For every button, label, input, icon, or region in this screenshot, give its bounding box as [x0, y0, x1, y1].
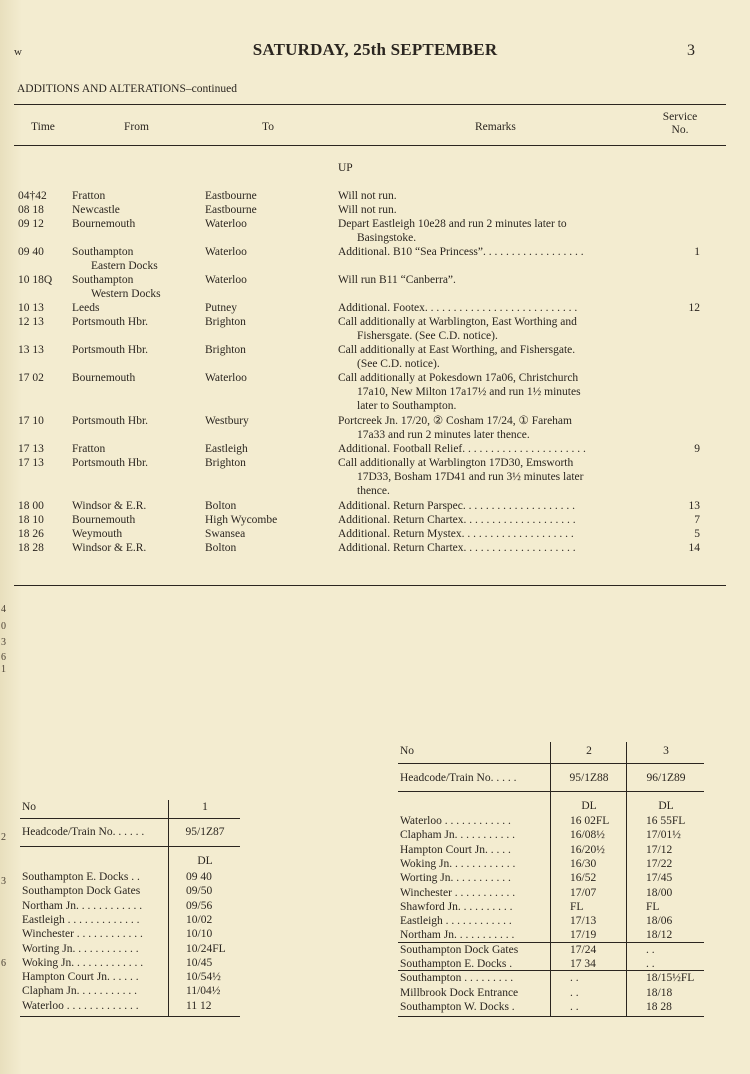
right-stop-station: Southampton Dock Gates — [400, 943, 519, 956]
row-to: Swansea — [205, 528, 246, 540]
col-from-header: From — [124, 121, 149, 133]
row-service-no: 9 — [694, 443, 700, 455]
left-margin-mark: w — [14, 46, 22, 58]
right-stop-time-2: . . — [570, 1000, 579, 1013]
row-time: 09 12 — [18, 218, 44, 230]
row-service-no: 5 — [694, 528, 700, 540]
row-remarks: Will run B11 “Canberra”. — [338, 274, 456, 286]
right-stop-time-2: 17/19 — [570, 929, 597, 942]
row-remarks: Additional. Return Chartex. . . . . . . . . . . . . . . . . . . . — [338, 514, 576, 526]
direction-label: UP — [338, 162, 353, 174]
row-to: Brighton — [205, 344, 246, 356]
left-table-headcode-label: Headcode/Train No. . . . . . — [22, 826, 145, 838]
right-stop-time-3: 17/01½ — [646, 829, 681, 842]
row-time: 08 18 — [18, 204, 44, 216]
margin-mark: 1 — [1, 664, 6, 675]
row-from: Fratton — [72, 443, 106, 455]
page-title: SATURDAY, 25th SEPTEMBER — [252, 40, 498, 59]
row-remarks: Basingstoke. — [357, 232, 417, 244]
row-remarks: Will not run. — [338, 190, 397, 202]
row-remarks: Portcreek Jn. 17/20, ② Cosham 17/24, ① Fareham — [338, 415, 572, 427]
row-time: 17 13 — [18, 457, 44, 469]
row-remarks: Will not run. — [338, 204, 397, 216]
margin-mark: 6 — [1, 958, 6, 969]
right-table-divider-2 — [626, 742, 627, 1016]
left-stop-station: Northam Jn. . . . . . . . . . . . — [22, 899, 143, 912]
row-remarks: later to Southampton. — [357, 400, 457, 412]
right-table-code-3: DL — [658, 800, 674, 812]
row-to: Westbury — [205, 415, 249, 427]
right-table-headcode-3: 96/1Z89 — [646, 772, 686, 784]
row-from: Leeds — [72, 302, 100, 314]
col-remarks-header: Remarks — [475, 121, 516, 133]
right-stop-station: Woking Jn. . . . . . . . . . . . — [400, 857, 516, 870]
row-to: Eastbourne — [205, 204, 257, 216]
row-to: High Wycombe — [205, 514, 278, 526]
row-service-no: 12 — [688, 302, 700, 314]
right-stop-time-2: 17/07 — [570, 886, 597, 899]
right-stop-station: Worting Jn. . . . . . . . . . . — [400, 872, 511, 885]
row-remarks: Fishersgate. (See C.D. notice). — [357, 330, 498, 342]
row-time: 17 13 — [18, 443, 44, 455]
row-time: 10 13 — [18, 302, 44, 314]
header-rule-top — [14, 104, 726, 105]
left-stop-time: 09/56 — [186, 899, 213, 912]
left-table-no-label: No — [22, 801, 37, 813]
right-stop-time-3: 18/18 — [646, 986, 673, 999]
right-stop-time-2: 16/30 — [570, 857, 597, 870]
left-stop-time: 10/45 — [186, 956, 213, 969]
right-stop-time-2: FL — [570, 900, 584, 913]
row-remarks: Additional. Return Chartex. . . . . . . . . . . . . . . . . . . . — [338, 542, 576, 554]
left-stop-time: 09 40 — [186, 871, 212, 883]
page-number: 3 — [687, 42, 695, 59]
row-to: Bolton — [205, 500, 237, 512]
row-remarks: 17D33, Bosham 17D41 and run 3½ minutes later — [357, 471, 584, 483]
row-time: 13 13 — [18, 344, 44, 356]
row-from: Windsor & E.R. — [72, 500, 147, 512]
left-stop-time: 10/02 — [186, 913, 213, 926]
right-table-rule-2 — [398, 791, 704, 792]
right-stop-station: Eastleigh . . . . . . . . . . . . — [400, 915, 512, 928]
right-stop-time-2: . . — [570, 972, 579, 985]
right-stop-station: Hampton Court Jn. . . . . — [400, 843, 511, 856]
left-table-code: DL — [197, 855, 213, 867]
left-table-headcode-value: 95/1Z87 — [185, 826, 225, 838]
right-stop-station: Shawford Jn. . . . . . . . . . — [400, 900, 513, 913]
right-table-no-2: 2 — [586, 745, 592, 757]
right-stop-time-3: 18/15½FL — [646, 972, 695, 985]
row-remarks: 17a10, New Milton 17a17½ and run 1½ minutes — [357, 386, 581, 398]
right-table-headcode-2: 95/1Z88 — [569, 772, 609, 784]
row-time: 09 40 — [18, 246, 44, 258]
row-time: 18 00 — [18, 500, 44, 512]
row-from: Bournemouth — [72, 514, 136, 526]
left-stop-station: Waterloo . . . . . . . . . . . . . — [22, 999, 139, 1012]
row-remarks: Call additionally at Warblington 17D30, Emsworth — [338, 457, 574, 469]
margin-mark: 4 — [1, 604, 6, 615]
right-stop-station: Southampton E. Docks . — [400, 958, 513, 970]
row-time: 04†42 — [18, 190, 47, 202]
row-from: Southampton — [72, 246, 134, 258]
row-to: Bolton — [205, 542, 237, 554]
right-stop-time-3: . . — [646, 958, 655, 970]
left-stop-station: Worting Jn. . . . . . . . . . . . — [22, 942, 139, 955]
right-stop-time-3: FL — [646, 900, 660, 913]
row-from: Southampton — [72, 274, 134, 286]
right-stop-station: Southampton W. Docks . — [400, 1000, 515, 1013]
row-time: 18 28 — [18, 542, 44, 554]
right-stop-station: Millbrook Dock Entrance — [400, 986, 519, 999]
row-to: Brighton — [205, 457, 246, 469]
row-to: Eastbourne — [205, 190, 257, 202]
margin-mark: 0 — [1, 621, 6, 632]
right-table-rule-1 — [398, 763, 704, 764]
col-to-header: To — [262, 121, 274, 133]
left-table-rule-bottom — [20, 1016, 240, 1017]
left-stop-station: Woking Jn. . . . . . . . . . . . . — [22, 956, 144, 969]
left-stop-station: Southampton E. Docks . . — [22, 871, 140, 883]
row-to: Brighton — [205, 316, 246, 328]
row-time: 17 10 — [18, 415, 44, 427]
row-remarks: Additional. B10 “Sea Princess”. . . . . . . . . . . . . . . . . . — [338, 246, 584, 258]
left-stop-time: 10/54½ — [186, 971, 221, 984]
margin-mark: 3 — [1, 637, 6, 648]
row-time: 18 10 — [18, 514, 44, 526]
row-remarks: Call additionally at Warblington, East Worthing and — [338, 316, 577, 328]
right-stop-time-3: 18/06 — [646, 915, 673, 928]
row-remarks: Additional. Football Relief. . . . . . . . . . . . . . . . . . . . . . — [338, 443, 586, 455]
col-time-header: Time — [31, 121, 55, 133]
row-service-no: 13 — [688, 500, 700, 512]
right-stop-time-2: 16/52 — [570, 872, 597, 885]
row-from: Fratton — [72, 190, 106, 202]
left-stop-time: 10/24FL — [186, 942, 226, 955]
right-stop-time-3: 18 28 — [646, 1000, 672, 1013]
right-stop-time-2: 17/24 — [570, 943, 597, 956]
right-stop-time-2: 17 34 — [570, 958, 596, 970]
row-remarks: Additional. Footex. . . . . . . . . . . . . . . . . . . . . . . . . . . — [338, 302, 578, 314]
row-from: Western Docks — [91, 288, 161, 300]
row-service-no: 1 — [694, 246, 700, 258]
left-table-rule-2 — [20, 846, 240, 847]
row-time: 17 02 — [18, 372, 44, 384]
row-remarks: 17a33 and run 2 minutes later thence. — [357, 429, 530, 441]
left-stop-time: 11/04½ — [186, 985, 221, 998]
left-table-divider — [168, 800, 169, 1016]
left-stop-time: 10/10 — [186, 928, 213, 941]
row-to: Putney — [205, 302, 237, 314]
header-rule-bottom — [14, 145, 726, 146]
margin-mark: 2 — [1, 832, 6, 843]
row-from: Portsmouth Hbr. — [72, 457, 149, 469]
row-from: Bournemouth — [72, 218, 136, 230]
row-remarks: (See C.D. notice). — [357, 358, 440, 370]
row-from: Bournemouth — [72, 372, 136, 384]
margin-mark: 6 — [1, 652, 6, 663]
row-time: 18 26 — [18, 528, 44, 540]
row-to: Waterloo — [205, 218, 247, 230]
right-table-headcode-label: Headcode/Train No. . . . . — [400, 772, 517, 784]
left-stop-station: Hampton Court Jn. . . . . . — [22, 971, 139, 984]
right-stop-time-2: 16/08½ — [570, 829, 605, 842]
right-stop-time-2: 16 02FL — [570, 815, 610, 827]
right-stop-time-3: 17/12 — [646, 843, 673, 856]
right-stop-station: Northam Jn. . . . . . . . . . . — [400, 929, 515, 942]
left-table-rule-1 — [20, 818, 240, 819]
row-from: Eastern Docks — [91, 260, 158, 272]
row-remarks: Call additionally at East Worthing, and Fishersgate. — [338, 344, 576, 356]
row-from: Portsmouth Hbr. — [72, 344, 149, 356]
right-table-no-3: 3 — [663, 745, 669, 757]
row-from: Portsmouth Hbr. — [72, 415, 149, 427]
row-to: Waterloo — [205, 246, 247, 258]
right-table-code-2: DL — [581, 800, 597, 812]
left-stop-station: Southampton Dock Gates — [22, 885, 141, 898]
left-stop-time: 11 12 — [186, 999, 212, 1012]
left-stop-station: Winchester . . . . . . . . . . . . — [22, 928, 143, 941]
row-to: Eastleigh — [205, 443, 248, 455]
col-service-header-line2: No. — [671, 124, 689, 136]
right-stop-time-3: 17/22 — [646, 857, 673, 870]
table-end-rule — [14, 585, 726, 586]
row-to: Waterloo — [205, 274, 247, 286]
row-to: Waterloo — [205, 372, 247, 384]
right-stop-time-3: 17/45 — [646, 872, 673, 885]
row-remarks: Additional. Return Parspec. . . . . . . . . . . . . . . . . . . . — [338, 500, 576, 512]
row-from: Weymouth — [72, 528, 123, 540]
row-remarks: Call additionally at Pokesdown 17a06, Christchurch — [338, 372, 579, 384]
right-stop-time-3: . . — [646, 943, 655, 956]
right-stop-time-2: 17/13 — [570, 915, 597, 928]
row-time: 10 18Q — [18, 274, 53, 286]
col-service-header-line1: Service — [662, 111, 698, 123]
row-from: Windsor & E.R. — [72, 542, 147, 554]
row-remarks: Depart Eastleigh 10e28 and run 2 minutes later to — [338, 218, 567, 230]
right-stop-station: Waterloo . . . . . . . . . . . . — [400, 815, 511, 827]
row-service-no: 7 — [694, 514, 700, 526]
right-stop-time-2: 16/20½ — [570, 843, 605, 856]
left-stop-station: Eastleigh . . . . . . . . . . . . . — [22, 913, 140, 926]
row-from: Newcastle — [72, 204, 120, 216]
right-stop-station: Winchester . . . . . . . . . . . — [400, 886, 516, 899]
left-stop-station: Clapham Jn. . . . . . . . . . . — [22, 985, 137, 998]
row-remarks: Additional. Return Mystex. . . . . . . . . . . . . . . . . . . . — [338, 528, 574, 540]
margin-mark: 3 — [1, 876, 6, 887]
right-stop-station: Southampton . . . . . . . . . — [400, 972, 514, 985]
right-stop-time-3: 16 55FL — [646, 815, 686, 827]
right-stop-time-2: . . — [570, 986, 579, 999]
left-stop-time: 09/50 — [186, 885, 213, 898]
row-service-no: 14 — [688, 542, 700, 554]
row-from: Portsmouth Hbr. — [72, 316, 149, 328]
right-stop-time-3: 18/12 — [646, 929, 673, 942]
row-remarks: thence. — [357, 485, 390, 497]
row-time: 12 13 — [18, 316, 44, 328]
right-stop-station: Clapham Jn. . . . . . . . . . . — [400, 829, 515, 842]
section-title: ADDITIONS AND ALTERATIONS–continued — [17, 83, 237, 95]
right-table-no-label: No — [400, 745, 415, 757]
right-table-divider-1 — [550, 742, 551, 1016]
right-table-rule-bottom — [398, 1016, 704, 1017]
right-stop-time-3: 18/00 — [646, 886, 673, 899]
left-table-no-value: 1 — [202, 801, 208, 813]
